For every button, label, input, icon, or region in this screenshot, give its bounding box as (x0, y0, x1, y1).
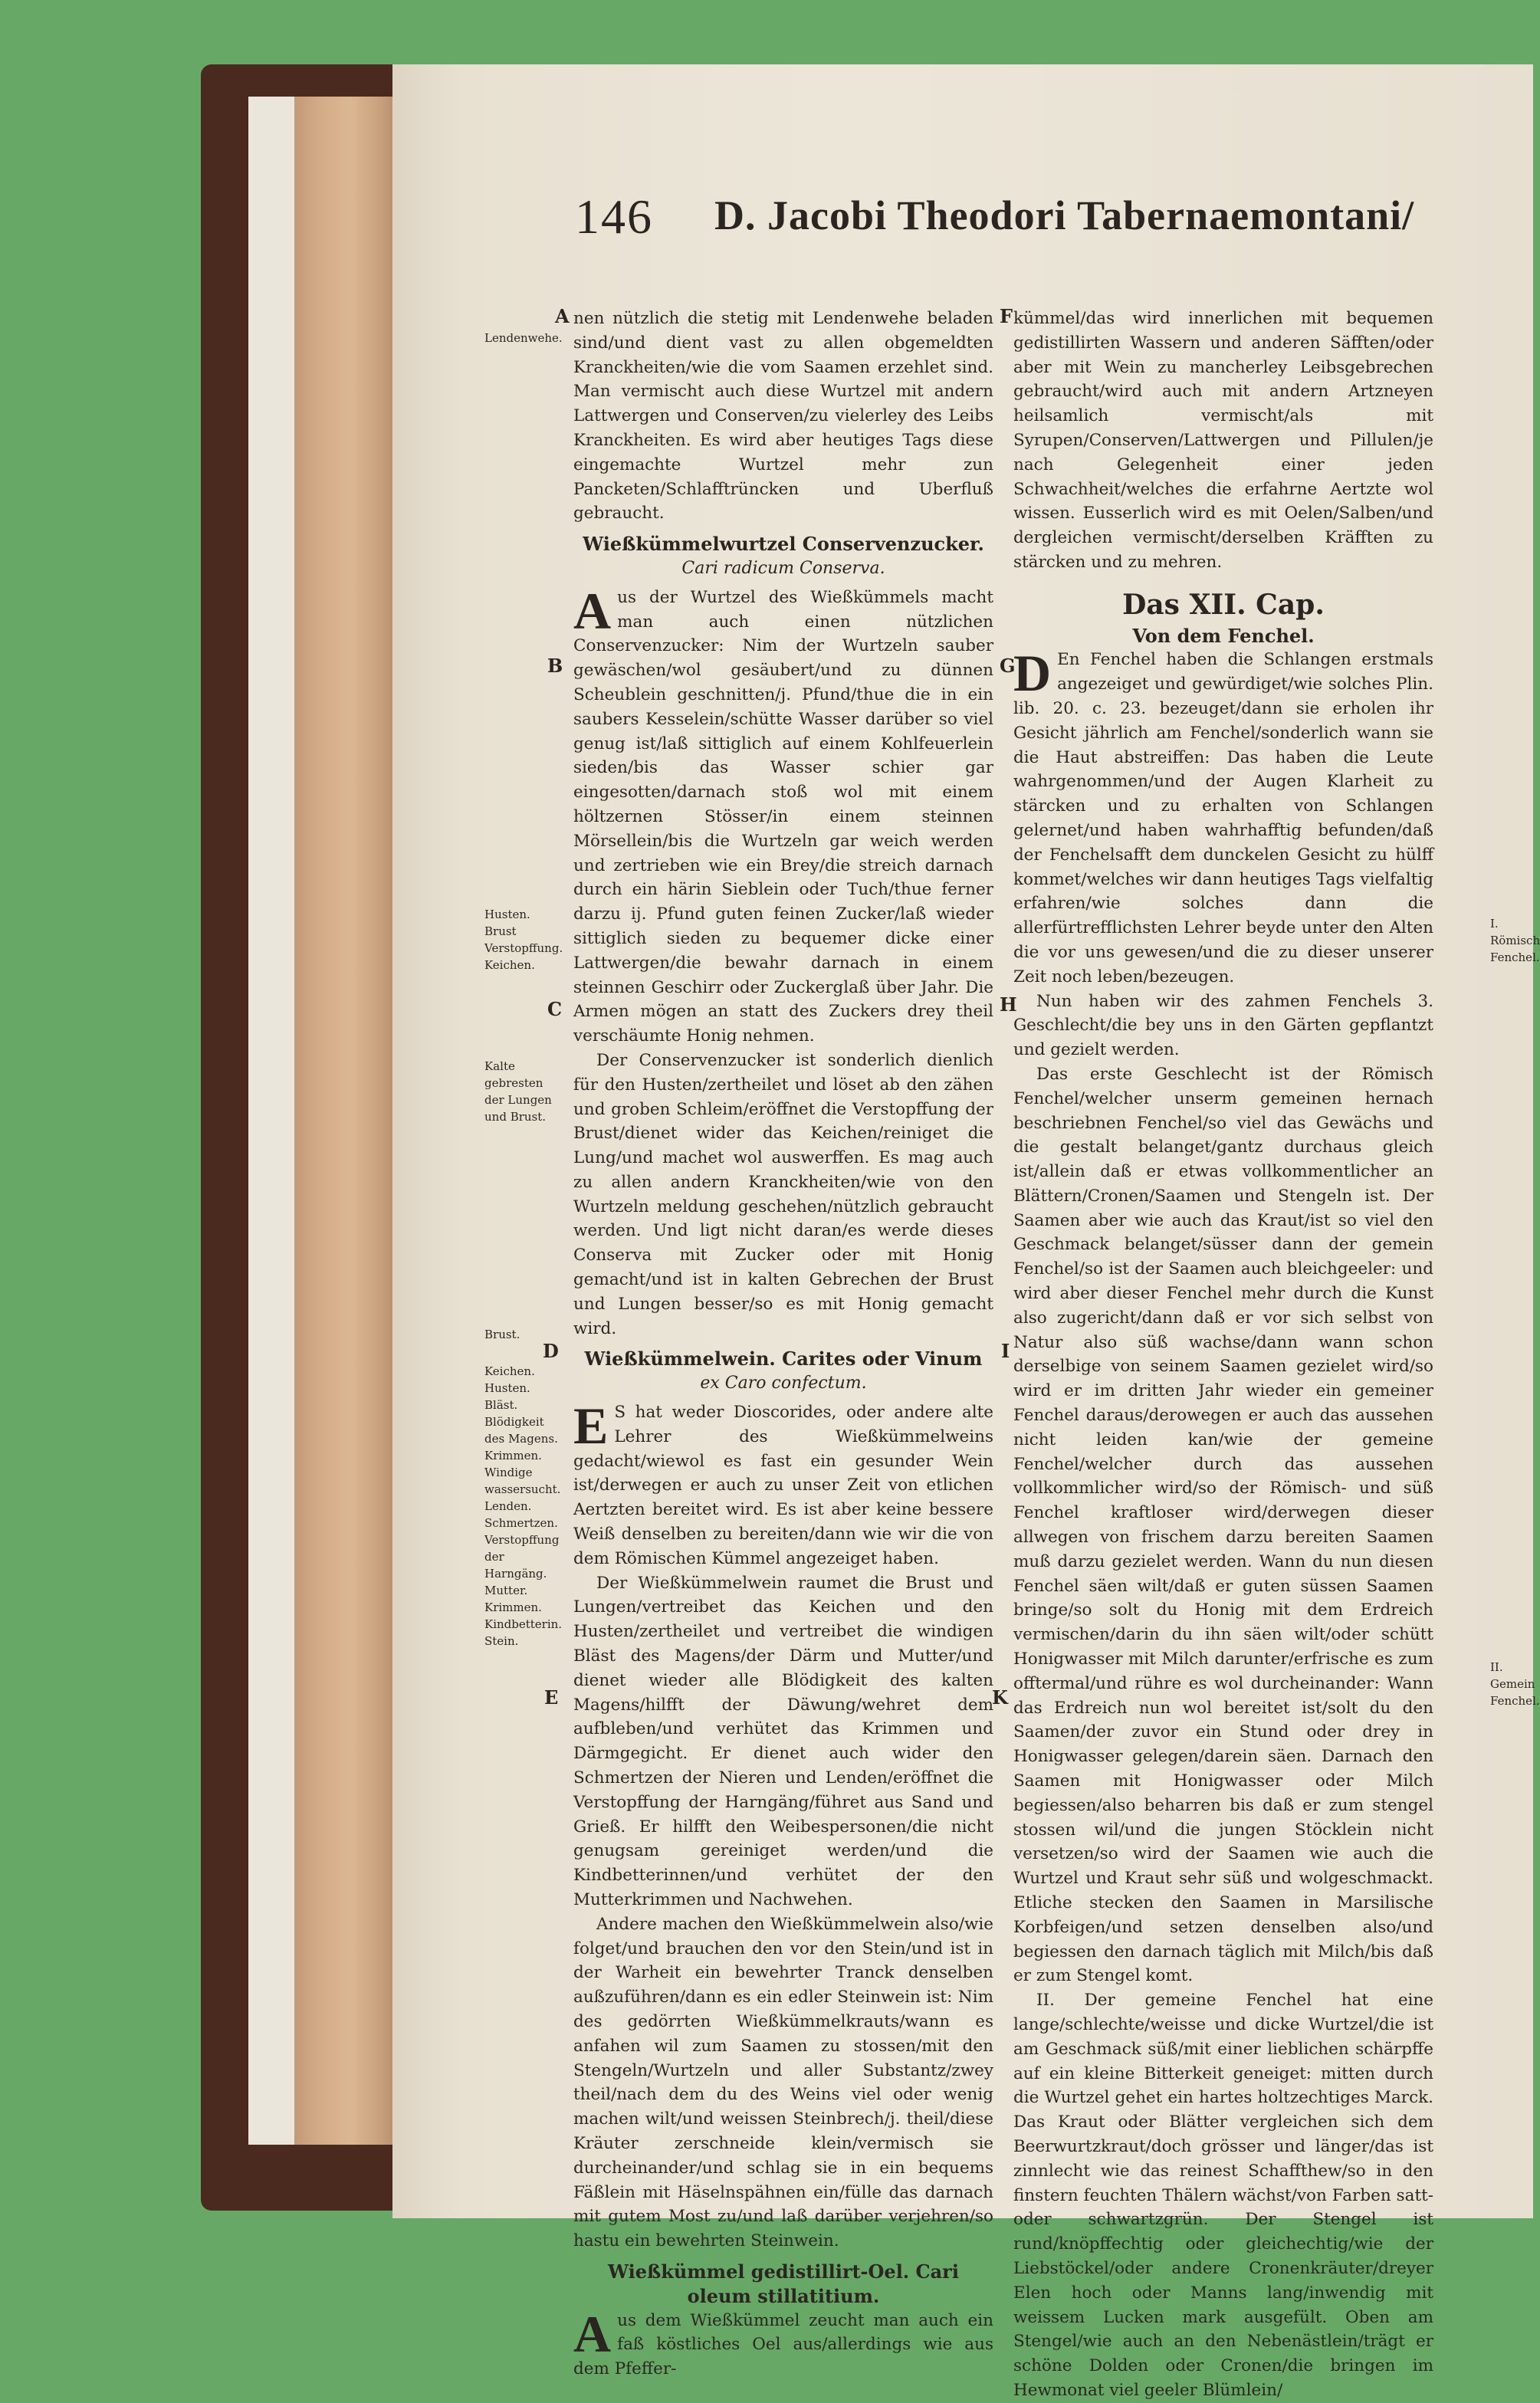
paragraph-text: us der Wurtzel des Wießkümmels macht man auch einen nützlichen Conservenzucker: Nim der Wurtzeln sauber gewäschen/wol gesäubert/und zu dünnen Scheublein geschnitten/j. Pfund/thue die in ein saubers Kesselein/schütte Wasser darüber so viel genug ist/laß sittiglich auf einem Kohlfeuerlein sieden/bis das Wasser schier gar eingesotten/darnach stoß wol mit einem höltzernen Stösser/in einem steinnen Mörsellein/bis die Wurtzeln gar weich werden und zertrieben wie ein Brey/die streich darnach durch ein härin Sieblein oder Tuch/thue ferner darzu ij. Pfund guten feinen Zucker/laß wieder sittiglich sieden zu bequemer dicke einer Lattwergen/die bewahr darnach in einem steinnen Geschirr oder Zuckerglaß über Jahr. Die Armen mögen an statt des Zuckers drey theil verschäumte Honig nehmen. (573, 587, 993, 1046)
margin-note: Husten. Brust Verstopffung. Keichen. (484, 908, 563, 972)
section-marker-c: C (547, 998, 563, 1020)
section-marker-d: D (543, 1340, 559, 1362)
fly-leaf (248, 97, 299, 2145)
running-title: D. Jacobi Theodori Tabernaemontani/ (714, 192, 1415, 238)
initial-letter: E (573, 1397, 609, 1456)
margin-note: Lendenwehe. (484, 331, 563, 345)
margin-note: II. Gemein Fenchel. (1490, 1660, 1540, 1708)
initial-letter: A (573, 2304, 612, 2363)
paragraph-text: S hat weder Dioscorides, oder andere alte Lehrer des Wießkümmelweins gedacht/wiewol es fast ein gesunder Wein ist/derwegen er auch zu unser Zeit von etlichen Aertzten bereitet wird. Es ist aber keine bessere Weiß denselben zu bereiten/dann wie wir die von dem Römischen Kümmel angezeiget haben. (573, 1403, 993, 1568)
section-marker-i: I (1001, 1340, 1010, 1362)
section-marker-h: H (1000, 993, 1017, 1016)
section-marker-a: A (555, 305, 570, 327)
paragraph (573, 2304, 993, 2382)
paragraph: Nun haben wir des zahmen Fenchels 3. Geschlecht/die bey uns in den Gärten gepflantzt und gezielt werden. (1013, 991, 1433, 1060)
initial-letter: A (573, 581, 612, 640)
section-heading: Wießkümmel gedistillirt-Oel. Cari oleum stillatitium. (608, 2260, 959, 2307)
section-marker-g: G (1000, 655, 1016, 677)
margin-note: I. Römisch Fenchel. (1490, 917, 1540, 964)
paragraph: II. Der gemeine Fenchel hat eine lange/schlechte/weisse und dicke Wurtzel/die ist am Geschmack süß/mit einer lieblichen schärpffe auf ein kleine Bitterkeit geneiget: mitten durch die Wurtzel gehet ein hartes holtzechtiges Marck. Das Kraut oder Blätter vergleichen sich dem Beerwurtzkraut/doch grösser und länger/das ist zinnlecht wie das reinest Schaffthew/so in den finstern feuchten Thälern wächst/von Farben satt-oder schwartzgrün. Der Stengel ist rund/knöpffechtig oder gleichechtig/wie der Liebstöckel/oder andere Cronenkräuter/dreyer Elen hoch oder Manns lang/inwendig mit weissem Lucken mark ausgefült. Oben am Stengel/wie auch an den Nebenästlein/trägt er schöne Dolden oder Cronen/die bringen im Hewmonat viel geeler Blümlein/ (1013, 1991, 1433, 2400)
section-marker-b: B (547, 655, 563, 677)
page-number: 146 (575, 189, 653, 244)
paragraph: kümmel/das wird innerlichen mit bequemen gedistillirten Wassern und anderen Säfften/oder aber mit Wein zu mancherley Leibsgebrechen gebraucht/wird auch mit andern Artzneyen heilsamlich vermischt/als mit Syrupen/Conserven/Lattwergen und Pillulen/je nach Gelegenheit einer jeden Schwachheit/welches die erfahrne Aertzte wol wissen. Eusserlich wird es mit Oelen/Salben/und dergleichen vermischt/derselben Kräfften zu stärcken und zu mehren. (1013, 309, 1433, 572)
paragraph (573, 581, 993, 1049)
section-subheading: Cari radicum Conserva. (681, 558, 885, 578)
section-marker-k: K (992, 1686, 1008, 1709)
initial-letter: D (1013, 644, 1052, 703)
chapter-title: Von dem Fenchel. (1132, 624, 1315, 647)
paragraph: Der Conservenzucker ist sonderlich dienlich für den Husten/zertheilet und löset ab den zähen und groben Schleim/eröffnet die Verstopffung der Brust/dienet wider das Keichen/reiniget die Lung/und machet wol auswerffen. Es mag auch zu allen andern Kranckheiten/wie von den Wurtzeln meldung geschehen/nützlich gebraucht werden. Und ligt nicht daran/es werde dieses Conserva mit Zucker oder mit Honig gemacht/und ist in kalten Gebrechen der Brust und Lungen besser/so es mit Honig gemacht wird. (573, 1050, 993, 1338)
paragraph (1013, 644, 1433, 989)
margin-note: Brust. (484, 1328, 520, 1341)
right-column (1013, 307, 1433, 2403)
section-subheading: ex Caro confectum. (700, 1374, 867, 1394)
paragraph: nen nützlich die stetig mit Lendenwehe beladen sind/und dient vast zu allen obgemeldten Kranckheiten/wie die vom Saamen erzehlet sind. Man vermischt auch diese Wurtzel mit andern Lattwergen und Conserven/zu vielerley des Leibs Kranckheiten. Es wird aber heutiges Tags diese eingemachte Wurtzel mehr zun Pancketen/Schlafftrüncken und Uberfluß gebraucht. (573, 309, 993, 524)
section-heading: Wießkümmelwein. Carites oder Vinum (584, 1348, 983, 1371)
section-marker-f: F (1000, 305, 1013, 327)
paragraph: Das erste Geschlecht ist der Römisch Fenchel/welcher unserm gemeinen hernach beschriebnen Fenchel/so viel das Gewächs und die gestalt belanget/gantz durchaus gleich ist/allein daß er etwas vollkommentlicher an Blättern/Cronen/Saamen und Stengeln ist. Der Saamen aber wie auch das Kraut/ist so viel den Geschmack belanget/süsser dann der gemein Fenchel/so ist der Saamen auch bleichgeeler: und wird aber dieser Fenchel mehr durch die Kunst also zugericht/dann daß er vor sich selbst von Natur also süß wachse/dann wann schon derselbige von seinem Saamen gezielet wird/so wird er im dritten Jahr wieder ein gemeiner Fenchel daraus/derowegen er auch das aussehen nicht leiden kan/wie der gemeine Fenchel/welcher durch das aussehen vollkommlicher wird/so der Römisch- und süß Fenchel kraftloser wird/derwegen dieser allwegen von frischem darzu bereiten Saamen muß darzu gezielet werden. Wann du nun diesen Fenchel säen wilt/daß er guten süssen Saamen bringe/so solt du Honig mit dem Erdreich vermischen/darin du ihn säen wilt/oder schütt Honigwasser mit Milch darunter/erfrische es zum offtermal/und rühre es wol durcheinander: Wann das Erdreich nun wol bereitet ist/solt du den Saamen/der zuvor ein Stund oder drey in Honigwasser gelegen/darein säen. Darnach den Saamen mit Honigwasser oder Milch begiessen/also beharren bis daß er zum stengel stossen wil/und die jungen Stöcklein nicht versetzen/so wird der Saamen wie auch die Wurtzel und Kraut sehr süß und wolgeschmackt. Etliche stecken den Saamen in Marsilische Korbfeigen/und setzen denselben also/und begiessen den darnach täglich mit Milch/bis daß er zum Stengel komt. (1013, 1064, 1433, 1986)
paragraph-text: us dem Wießkümmel zeucht man auch ein faß köstliches Oel aus/allerdings wie aus dem Pfeffer- (573, 2310, 993, 2379)
left-column (573, 307, 993, 2382)
book-page (392, 64, 1540, 2400)
margin-note: Kalte gebresten der Lungen und Brust. (484, 1059, 552, 1124)
paragraph-text: En Fenchel haben die Schlangen erstmals angezeiget und gewürdiget/wie solches Plin. lib. 20. c. 23. bezeuget/dann sie erholen ihr Gesicht jährlich am Fenchel/sonderlich wann sie die Haut abstreiffen: Das haben die Leute wahrgenommen/und der Augen Klarheit zu stärcken und zu erhalten von Schlangen gelernet/und haben wahrhafftig befunden/daß der Fenchelsafft dem dunckelen Gesicht zu hülff kommet/welches wir dann heutiges Tags vielfaltig erfahren/wie solches dann die allerfürtrefflichsten Lehrer beyde unter den Alten die vor uns gewesen/und die zu dieser unserer Zeit noch leben/bezeugen. (1013, 650, 1433, 986)
section-heading: Wießkümmelwurtzel Conservenzucker. (583, 533, 984, 556)
section-marker-e: E (544, 1686, 559, 1709)
page-block-edge (294, 97, 396, 2145)
paragraph: Andere machen den Wießkümmelwein also/wie folget/und brauchen den vor den Stein/und ist in der Warheit ein bewehrter Tranck denselben außzuführen/dann es ein edler Steinwein ist: Nim des gedörrten Wießkümmelkrauts/wann es anfahen wil zum Saamen zu stossen/mit den Stengeln/Wurtzeln und aller Substantz/zwey theil/nach dem du des Weins viel oder wenig machen wilt/und weissen Steinbrech/j. theil/diese Kräuter zerschneide klein/vermisch sie durcheinander/und schlag sie in ein bequems Fäßlein mit Häselnspähnen ein/fülle das darnach mit gutem Most zu/und laß darüber verjehren/so hastu ein bewehrten Steinwein. (573, 1914, 993, 2251)
paragraph: Der Wießkümmelwein raumet die Brust und Lungen/vertreibet das Keichen und den Husten/zertheilet und vertreibet die windigen Bläst des Magens/der Därm und Mutter/und dienet wieder alle Blödigkeit des kalten Magens/hilfft der Däwung/wehret dem aufbleben/und verhütet das Krimmen und Därmgegicht. Er dienet auch wider den Schmertzen der Nieren und Lenden/eröffnet die Verstopffung der Harngäng/führet aus Sand und Grieß. Er hilfft den Weibespersonen/die nicht genugsam gereiniget werden/und die Kindbetterinnen/und verhütet der den Mutterkrimmen und Nachwehen. (573, 1573, 993, 1909)
chapter-heading: Das XII. Cap. (1122, 588, 1325, 621)
paragraph (573, 1397, 993, 1571)
margin-note: Keichen. Husten. Bläst. Blödigkeit des Magens. Krimmen. Windige wassersucht. Lenden. Schmertzen. Verstopffung der Harngäng. Mutter. Krimmen. Kindbetterin. Stein. (484, 1364, 563, 1648)
